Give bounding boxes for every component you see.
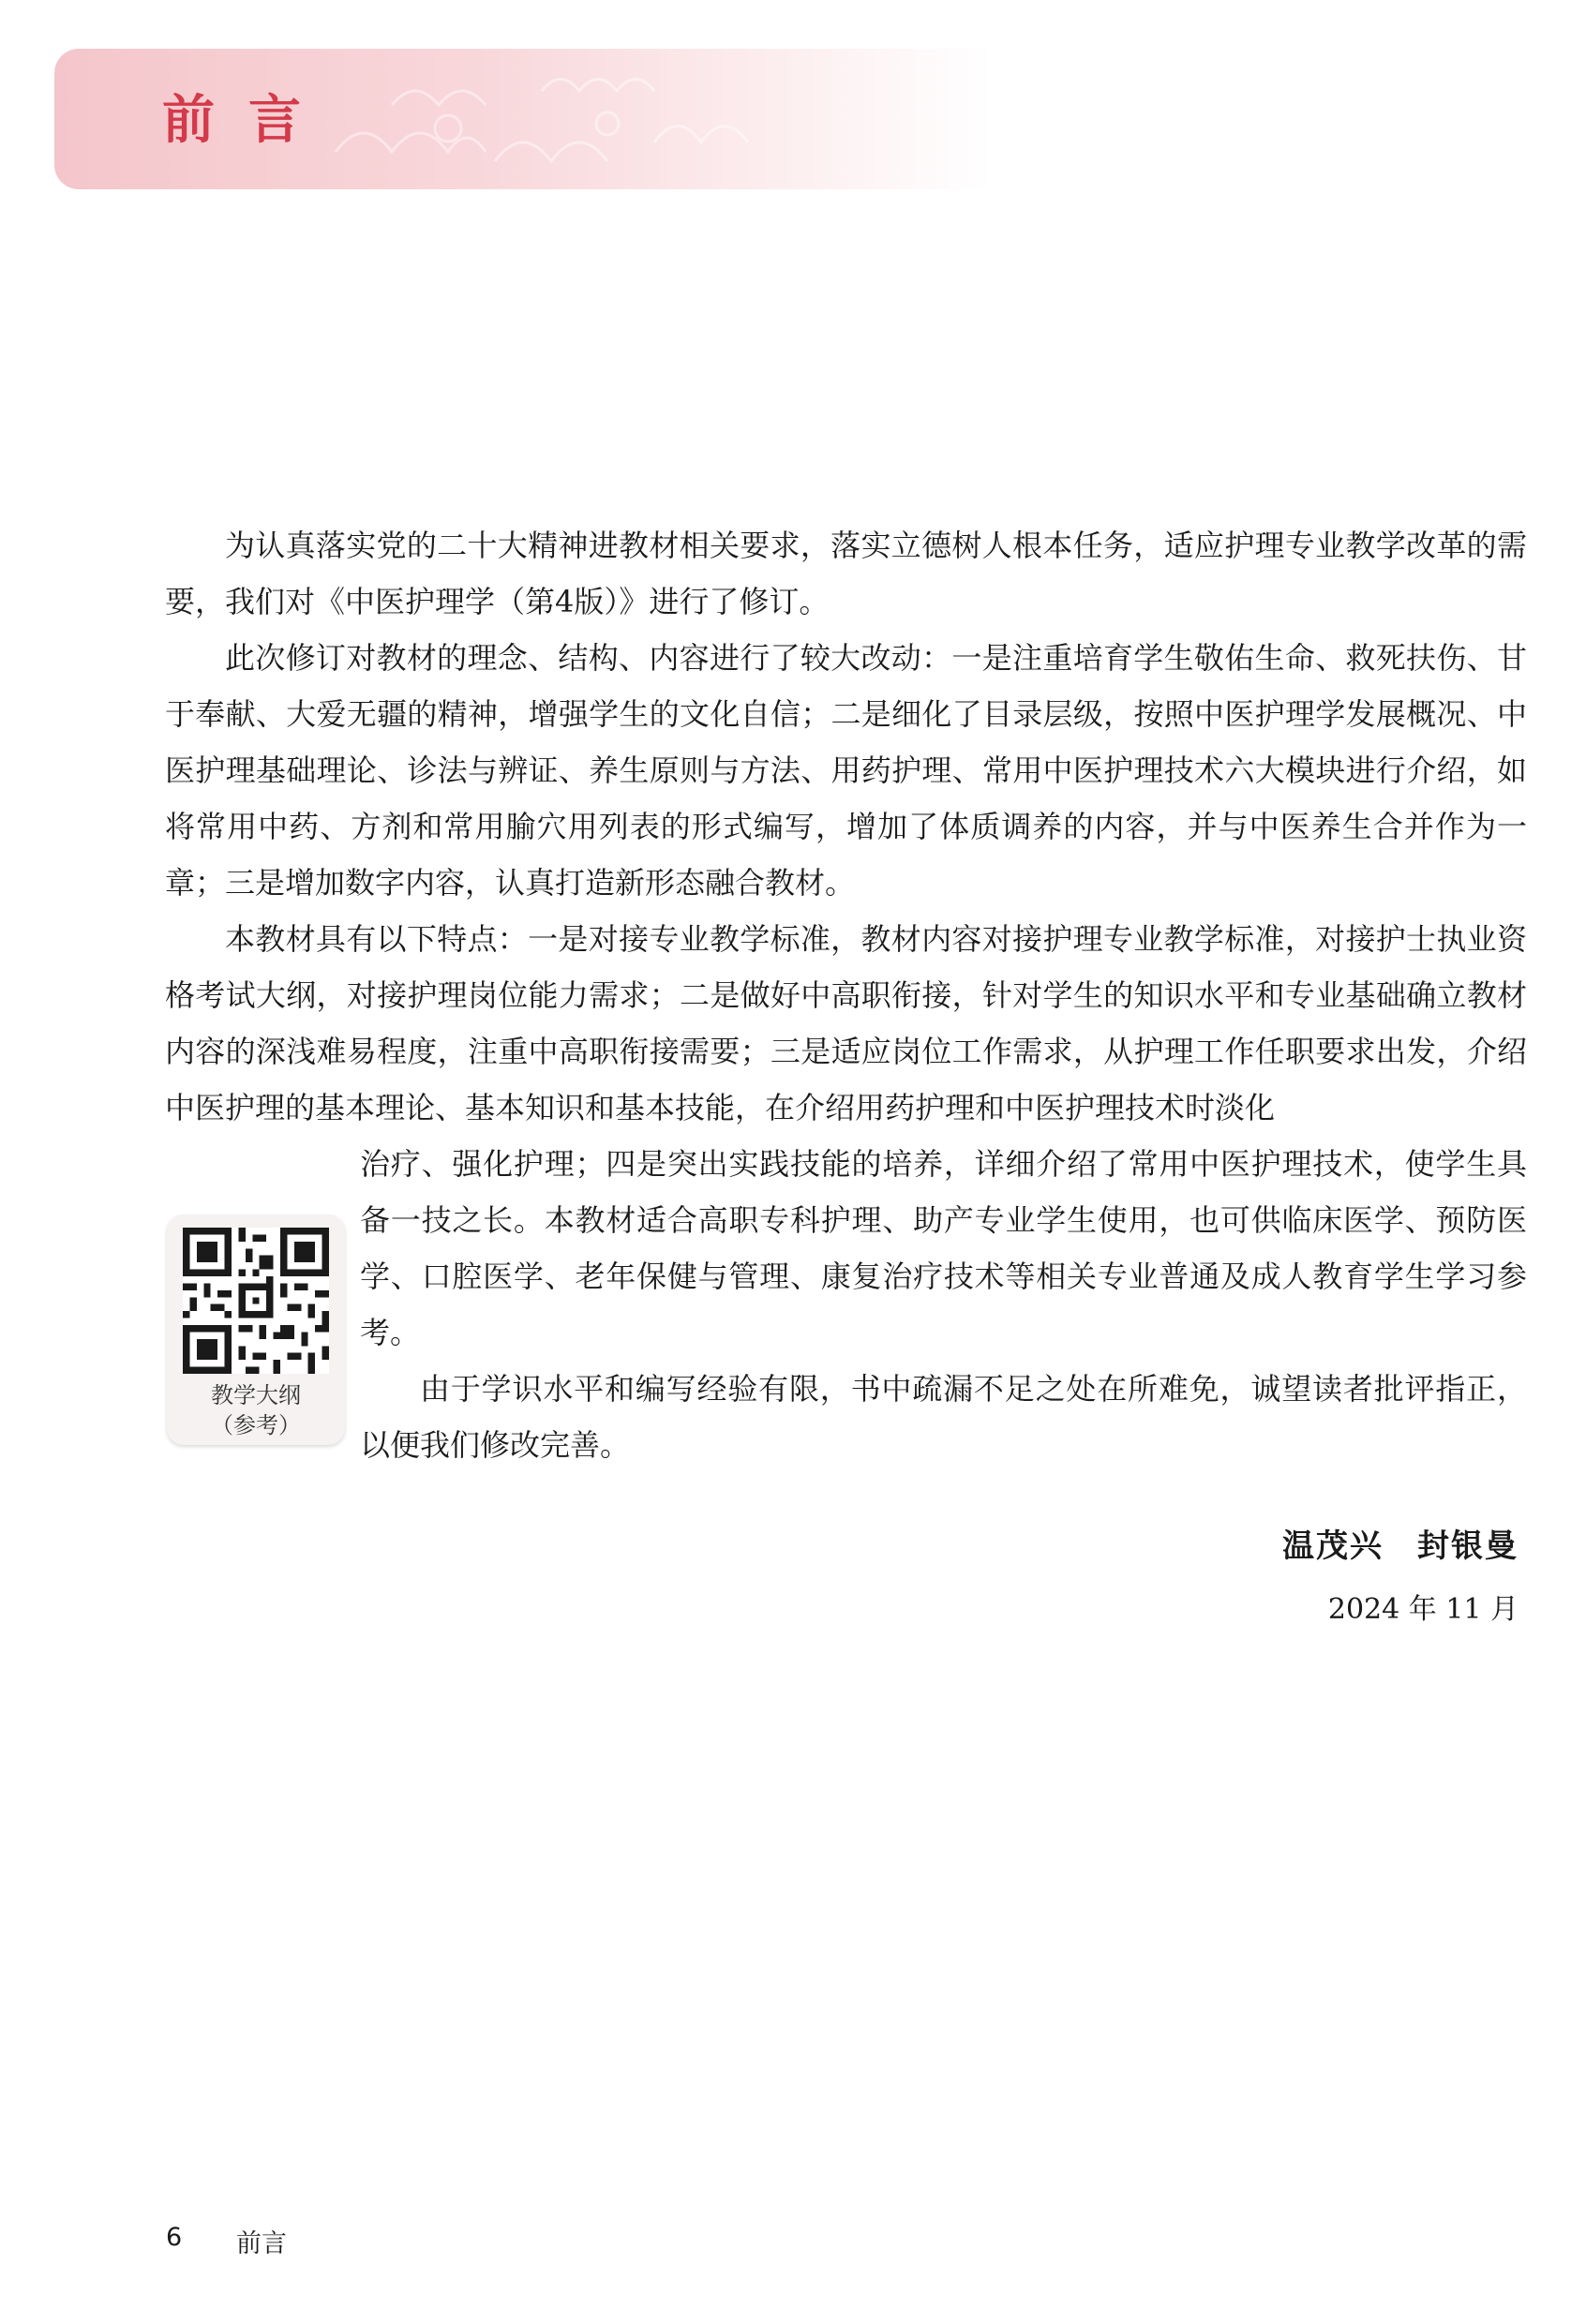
qr-caption-title: 教学大纲 [211,1382,301,1408]
paragraph-3: 本教材具有以下特点：一是对接专业教学标准，教材内容对接护理专业教学标准，对接护士执业资格考试大纲，对接护理岗位能力需求；二是做好中高职衔接，针对学生的知识水平和专业基础确立教材内容的深浅难易程度，注重中高职衔接需要；三是适应岗位工作需求，从护理工作任职要求出发，介绍中医护理的基本理论、基本知识和基本技能，在介绍用药护理和中医护理技术时淡化 [165,921,1527,1125]
qr-caption-subtitle: （参考） [211,1412,301,1438]
qr-card[interactable] [167,1214,345,1445]
running-head: 前言 [236,2229,287,2258]
qr-code-icon[interactable] [183,1228,329,1374]
paragraph-2: 此次修订对教材的理念、结构、内容进行了较大改动：一是注重培育学生敬佑生命、救死扶伤、甘于奉献、大爱无疆的精神，增强学生的文化自信；二是细化了目录层级，按照中医护理学发展概况、中医护理基础理论、诊法与辨证、养生原则与方法、用药护理、常用中医护理技术六大模块进行介绍，如将常用中药、方剂和常用腧穴用列表的形式编写，增加了体质调养的内容，并与中医养生合并作为一章；三是增加数字内容，认真打造新形态融合教材。 [165,640,1527,901]
paragraph-4: 由于学识水平和编写经验有限，书中疏漏不足之处在所难免，诚望读者批评指正，以便我们修改完善。 [360,1371,1527,1463]
page-title: 前言 [162,90,335,151]
paragraph-1: 为认真落实党的二十大精神进教材相关要求，落实立德树人根本任务，适应护理专业教学改革的需要，我们对《中医护理学（第4版）》进行了修订。 [165,528,1527,619]
page-number: 6 [166,2223,183,2252]
header-banner [54,49,992,189]
paragraph-3-continued: 治疗、强化护理；四是突出实践技能的培养，详细介绍了常用中医护理技术，使学生具备一技之长。本教材适合高职专科护理、助产专业学生使用，也可供临床医学、预防医学、口腔医学、老年保健与管理、康复治疗技术等相关专业普通及成人教育学生学习参考。 [360,1146,1527,1350]
signature-date: 2024 年 11 月 [1327,1593,1519,1626]
author-signature: 温茂兴 封银曼 [1282,1527,1519,1565]
